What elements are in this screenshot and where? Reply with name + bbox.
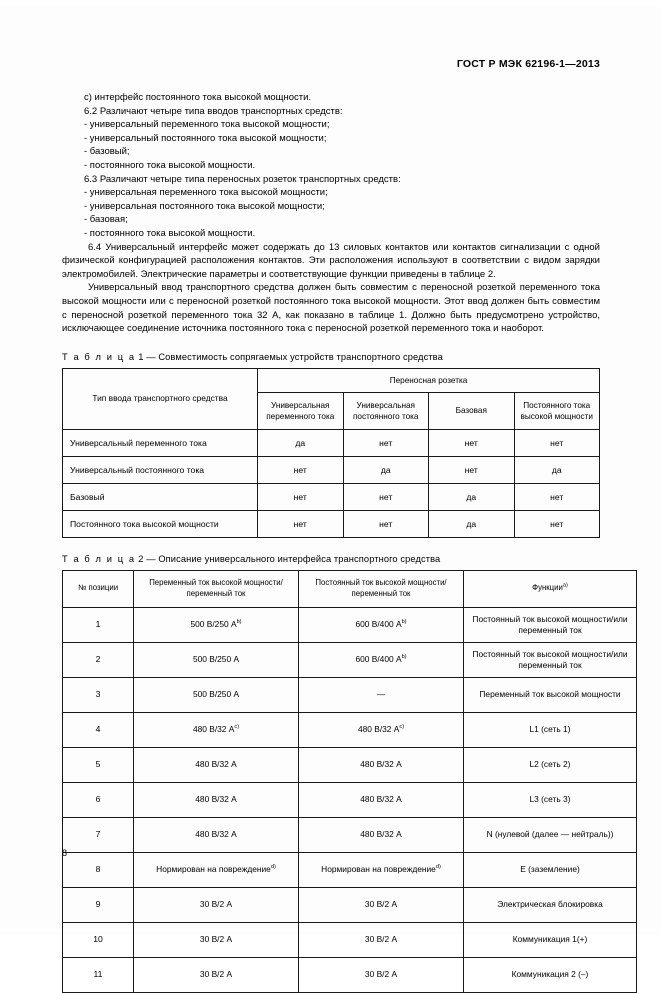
clause-6-2-item-2: - базовый; xyxy=(84,146,130,158)
table-2-row-5-function: L3 (сеть 3) xyxy=(464,782,637,817)
table-2-row-8-dc xyxy=(299,887,464,922)
table-2-row-10-dc-text: 30 В/2 А xyxy=(364,969,398,980)
table-2-row-1-ac-text: 500 В/250 А xyxy=(192,654,240,665)
table-2-row-8-ac xyxy=(134,887,299,922)
table-2-row-2-ac-text: 500 В/250 А xyxy=(192,689,240,700)
table-2-col-3-label: Функции xyxy=(532,583,563,593)
table-2-row-4-ac-text: 480 В/32 А xyxy=(195,759,237,770)
body-paragraph-2: Универсальный ввод транспортного средства должен быть совместим с переносной розеткой переменного тока высокой мощности или с переносной розеткой постоянного тока высокой мощности. Этот ввод должен быть совместим с переносной розеткой переменного тока 32 А, как показано в таблице 1. Должно быть предусмотрено устройство, исключающее соединение источника постоянного тока с переносной розеткой переменного тока и наоборот. xyxy=(62,282,600,335)
table-2-row-1-number: 2 xyxy=(63,642,134,677)
table-2-row-3-ac-text: 480 В/32 А xyxy=(192,724,235,735)
clause-6-2-item-1: - универсальный постоянного тока высокой мощности; xyxy=(84,132,327,144)
table-2-row-10-ac xyxy=(134,957,299,992)
table-1-cell-3-0: нет xyxy=(258,510,344,537)
table-1-cell-1-2: нет xyxy=(429,456,515,483)
table-row xyxy=(63,510,600,537)
table-2-row-10-function: Коммуникация 2 (–) xyxy=(464,957,637,992)
table-2-row-8-number: 9 xyxy=(63,887,134,922)
table-1 xyxy=(62,368,600,538)
clause-6-3-heading: 6.3 Различают четыре типа переносных розеток транспортных средств: xyxy=(84,173,401,185)
table-2-row-7-number: 8 xyxy=(63,852,134,887)
table-2-col-3 xyxy=(464,570,637,607)
table-2-caption-text: — Описание универсального интерфейса транспортного средства xyxy=(146,553,441,564)
clause-6-3-item-2: - базовая; xyxy=(84,214,128,226)
table-row xyxy=(63,817,637,852)
table-2-row-0-ac-superscript: b) xyxy=(236,619,242,626)
table-2-row-7-dc xyxy=(299,852,464,887)
table-1-cell-2-1: нет xyxy=(343,483,429,510)
table-1-cell-2-0: нет xyxy=(258,483,344,510)
table-row xyxy=(63,957,637,992)
table-row xyxy=(63,922,637,957)
table-2-row-2-ac xyxy=(134,677,299,712)
table-1-row-header-label: Тип ввода транспортного средства xyxy=(63,368,258,429)
table-1-col-2: Базовая xyxy=(429,392,515,429)
clause-6-3-item-3: - постоянного тока высокой мощности. xyxy=(84,227,256,239)
table-2-row-6-ac-text: 480 В/32 А xyxy=(195,829,237,840)
table-1-caption-text: — Совместимость сопрягаемых устройств транспортного средства xyxy=(146,351,443,362)
table-2-row-0-ac-text: 500 В/250 А xyxy=(190,619,237,630)
table-2-row-4-dc xyxy=(299,747,464,782)
table-2-row-1-dc-text: 600 В/400 А xyxy=(355,654,402,665)
table-2-row-5-ac xyxy=(134,782,299,817)
table-2-row-4-dc-text: 480 В/32 А xyxy=(360,759,402,770)
table-2-row-2-dc xyxy=(299,677,464,712)
table-1-cell-1-3: да xyxy=(514,456,600,483)
clause-item-c: с) интерфейс постоянного тока высокой мощности. xyxy=(84,92,312,103)
table-1-cell-3-2: да xyxy=(429,510,515,537)
table-1-caption-word: Т а б л и ц а xyxy=(62,351,136,362)
document-header: ГОСТ Р МЭК 62196-1—2013 xyxy=(456,58,600,70)
table-2-row-5-dc-text: 480 В/32 А xyxy=(360,794,402,805)
table-2-row-8-dc-text: 30 В/2 А xyxy=(364,899,398,910)
table-2-row-10-dc xyxy=(299,957,464,992)
table-2-row-0-function: Постоянный ток высокой мощности/или переменный ток xyxy=(464,607,637,642)
table-2-row-0-number: 1 xyxy=(63,607,134,642)
table-2-row-3-number: 4 xyxy=(63,712,134,747)
page-content xyxy=(62,0,628,993)
table-2-row-4-number: 5 xyxy=(63,747,134,782)
table-2-row-5-dc xyxy=(299,782,464,817)
table-2-row-5-ac-text: 480 В/32 А xyxy=(195,794,237,805)
table-row xyxy=(63,747,637,782)
table-2-row-1-function: Постоянный ток высокой мощности/или переменный ток xyxy=(464,642,637,677)
table-1-row-3-label: Постоянного тока высокой мощности xyxy=(63,510,258,537)
table-2-row-9-number: 10 xyxy=(63,922,134,957)
table-2-row-3-function: L1 (сеть 1) xyxy=(464,712,637,747)
table-row xyxy=(63,456,600,483)
table-2-col-0: № позиции xyxy=(63,570,134,607)
table-row xyxy=(63,642,637,677)
page-number: 8 xyxy=(62,848,68,858)
table-2-row-6-dc-text: 480 В/32 А xyxy=(360,829,402,840)
clause-6-2-item-3: - постоянного тока высокой мощности. xyxy=(84,159,256,171)
table-1-group-header: Переносная розетка xyxy=(258,368,600,392)
table-2-row-10-number: 11 xyxy=(63,957,134,992)
table-2-row-1-ac xyxy=(134,642,299,677)
table-2-row-9-dc-text: 30 В/2 А xyxy=(364,934,398,945)
table-1-cell-3-1: нет xyxy=(343,510,429,537)
table-2-header-row xyxy=(63,570,637,607)
table-2-row-3-dc-superscript: c) xyxy=(399,724,405,731)
table-1-cell-0-3: нет xyxy=(514,429,600,456)
table-2-col-1: Переменный ток высокой мощности/переменный ток xyxy=(134,570,299,607)
table-row xyxy=(63,782,637,817)
table-2-row-1-dc-superscript: b) xyxy=(401,654,407,661)
table-2-col-3-superscript: a) xyxy=(562,582,568,589)
table-2-row-0-dc-text: 600 В/400 А xyxy=(355,619,402,630)
table-2-caption xyxy=(62,554,600,564)
table-row xyxy=(63,677,637,712)
table-1-cell-3-3: нет xyxy=(514,510,600,537)
clause-6-2-heading: 6.2 Различают четыре типа вводов транспортных средств: xyxy=(84,105,343,117)
table-2-row-9-dc xyxy=(299,922,464,957)
table-2-row-7-ac-superscript: d) xyxy=(270,864,276,871)
clause-6-3-item-1: - универсальная постоянного тока высокой мощности; xyxy=(84,200,325,212)
table-2-col-2: Постоянный ток высокой мощности/переменный ток xyxy=(299,570,464,607)
table-2-row-6-function: N (нулевой (далее — нейтраль)) xyxy=(464,817,637,852)
table-2-row-10-ac-text: 30 В/2 А xyxy=(199,969,233,980)
table-2-row-7-function: E (заземление) xyxy=(464,852,637,887)
table-2-row-3-dc xyxy=(299,712,464,747)
table-1-row-2-label: Базовый xyxy=(63,483,258,510)
table-1-cell-1-0: нет xyxy=(258,456,344,483)
table-2-row-0-dc-superscript: b) xyxy=(401,619,407,626)
table-1-cell-0-2: нет xyxy=(429,429,515,456)
table-1-col-1: Универсальная постоянного тока xyxy=(343,392,429,429)
table-row xyxy=(63,429,600,456)
table-1-col-3: Постоянного тока высокой мощности xyxy=(514,392,600,429)
table-2-row-7-dc-superscript: d) xyxy=(435,864,441,871)
table-2-row-9-ac xyxy=(134,922,299,957)
clause-6-2-item-0: - универсальный переменного тока высокой мощности; xyxy=(84,119,330,131)
table-2-row-7-ac xyxy=(134,852,299,887)
table-1-cell-0-0: да xyxy=(258,429,344,456)
table-1-caption xyxy=(62,352,600,362)
table-2-row-4-function: L2 (сеть 2) xyxy=(464,747,637,782)
table-2-row-6-dc xyxy=(299,817,464,852)
table-row xyxy=(63,483,600,510)
table-2-row-7-ac-text: Нормирован на повреждение xyxy=(156,864,271,875)
table-2-row-1-dc xyxy=(299,642,464,677)
clause-6-4-paragraph: 6.4 Универсальный интерфейс может содержать до 13 силовых контактов или контактов сигнализации с одной физической конфигурацией расположения контактов. Эти расположения используют в соответствии с видом зарядки электромобилей. Электрические параметры и соответствующие функции приведены в таблице 2. xyxy=(62,241,600,280)
table-2-row-7-dc-text: Нормирован на повреждение xyxy=(321,864,436,875)
table-2-row-8-ac-text: 30 В/2 А xyxy=(199,899,233,910)
table-row xyxy=(63,887,637,922)
table-1-header-row-1 xyxy=(63,368,600,392)
table-1-row-1-label: Универсальный постоянного тока xyxy=(63,456,258,483)
table-2-row-3-ac-superscript: c) xyxy=(234,724,240,731)
table-1-col-0: Универсальная переменного тока xyxy=(258,392,344,429)
table-1-cell-1-1: да xyxy=(343,456,429,483)
table-2-caption-number: 2 xyxy=(138,553,144,564)
table-2-row-2-number: 3 xyxy=(63,677,134,712)
table-2-row-4-ac xyxy=(134,747,299,782)
table-2-caption-word: Т а б л и ц а xyxy=(62,553,136,564)
table-2-body xyxy=(63,607,637,992)
table-2-row-9-function: Коммуникация 1(+) xyxy=(464,922,637,957)
table-2-row-0-dc xyxy=(299,607,464,642)
table-row xyxy=(63,712,637,747)
table-1-cell-2-2: да xyxy=(429,483,515,510)
table-2-row-8-function: Электрическая блокировка xyxy=(464,887,637,922)
table-2 xyxy=(62,570,637,993)
table-2-row-5-number: 6 xyxy=(63,782,134,817)
table-row xyxy=(63,852,637,887)
clause-6-3-item-0: - универсальная переменного тока высокой мощности; xyxy=(84,187,328,199)
table-1-row-0-label: Универсальный переменного тока xyxy=(63,429,258,456)
table-2-row-3-ac xyxy=(134,712,299,747)
table-2-row-6-number: 7 xyxy=(63,817,134,852)
table-1-caption-number: 1 xyxy=(138,351,144,362)
table-2-row-0-ac xyxy=(134,607,299,642)
body-text-block xyxy=(62,91,600,336)
table-2-row-6-ac xyxy=(134,817,299,852)
table-1-cell-0-1: нет xyxy=(343,429,429,456)
table-2-row-2-function: Переменный ток высокой мощности xyxy=(464,677,637,712)
table-2-row-3-dc-text: 480 В/32 А xyxy=(357,724,400,735)
table-row xyxy=(63,607,637,642)
table-2-row-2-dc-text: — xyxy=(376,689,386,700)
table-1-cell-2-3: нет xyxy=(514,483,600,510)
table-2-row-9-ac-text: 30 В/2 А xyxy=(199,934,233,945)
